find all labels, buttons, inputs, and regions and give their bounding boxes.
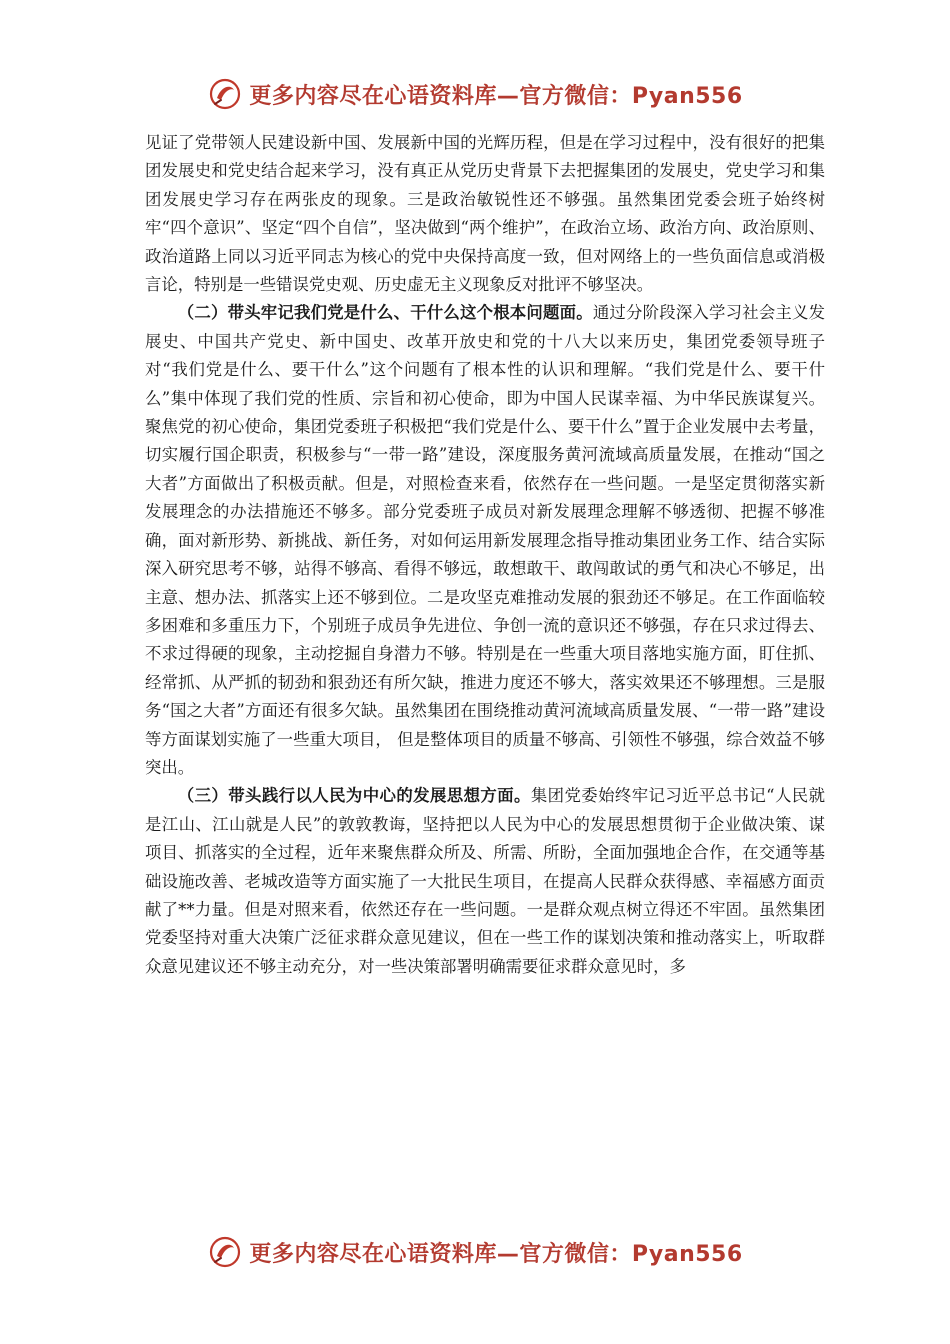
footer-banner [0,1232,950,1272]
paragraph-3 [145,782,825,981]
paragraph-3-heading: （三）带头践行以人民为中心的发展思想方面。 [177,786,531,806]
header-banner-text: 更多内容尽在心语资料库—官方微信：Pyan556 [249,83,743,109]
footer-banner-text: 更多内容尽在心语资料库—官方微信：Pyan556 [249,1241,743,1267]
paragraph-2 [145,299,825,782]
pen-swirl-logo-icon [207,1234,243,1270]
paragraph-2-heading: （二）带头牢记我们党是什么、干什么这个根本问题面。 [177,303,593,323]
paragraph-1: 见证了党带领人民建设新中国、发展新中国的光辉历程，但是在学习过程中，没有很好的把集团发展史和党史结合起来学习，没有真正从党历史背景下去把握集团的发展史，党史学习和集团发展史学习存在两张皮的现象。三是政治敏锐性还不够强。虽然集团党委会班子始终树牢“四个意识”、坚定“四个自信”，坚决做到“两个维护”，在政治立场、政治方向、政治原则、政治道路上同以习近平同志为核心的党中央保持高度一致，但对网络上的一些负面信息或消极言论，特别是一些错误党史观、历史虚无主义现象反对批评不够坚决。 [145,133,825,295]
pen-swirl-logo-icon [207,76,243,112]
document-body [145,129,825,981]
paragraph-2-text: 通过分阶段深入学习社会主义发展史、中国共产党史、新中国史、改革开放史和党的十八大以来历史，集团党委领导班子对“我们党是什么、要干什么”这个问题有了根本性的认识和理解。“我们党是什么、要干什么”集中体现了我们党的性质、宗旨和初心使命，即为中国人民谋幸福、为中华民族谋复兴。聚焦党的初心使命，集团党委班子积极把“我们党是什么、要干什么”置于企业发展中去考量，切实履行国企职责，积极参与“一带一路”建设，深度服务黄河流域高质量发展，在推动“国之大者”方面做出了积极贡献。但是，对照检查来看，依然存在一些问题。一是坚定贯彻落实新发展理念的办法措施还不够多。部分党委班子成员对新发展理念理解不够透彻、把握不够准确，面对新形势、新挑战、新任务，对如何运用新发展理念指导推动集团业务工作、结合实际深入研究思考不够，站得不够高、看得不够远，敢想敢干、敢闯敢试的勇气和决心不够足，出主意、想办法、抓落实上还不够到位。二是攻坚克难推动发展的狠劲还不够足。在工作面临较多困难和多重压力下，个别班子成员争先进位、争创一流的意识还不够强，存在只求过得去、不求过得硬的现象，主动挖掘自身潜力不够。特别是在一些重大项目落地实施方面，盯住抓、经常抓、从严抓的韧劲和狠劲还有所欠缺，推进力度还不够大，落实效果还不够理想。三是服务“国之大者”方面还有很多欠缺。虽然集团在围绕推动黄河流域高质量发展、“一带一路”建设等方面谋划实施了一些重大项目， 但是整体项目的质量不够高、引领性不够强，综合效益不够突出。 [145,303,826,777]
header-banner [0,74,950,114]
paragraph-3-text: 集团党委始终牢记习近平总书记“人民就是江山、江山就是人民”的敦敦教诲，坚持把以人民为中心的发展思想贯彻于企业做决策、谋项目、抓落实的全过程，近年来聚焦群众所及、所需、所盼，全面加强地企合作，在交通等基础设施改善、老城改造等方面实施了一大批民生项目，在提高人民群众获得感、幸福感方面贡献了**力量。但是对照来看，依然还存在一些问题。一是群众观点树立得还不牢固。虽然集团党委坚持对重大决策广泛征求群众意见建议，但在一些工作的谋划决策和推动落实上，听取群众意见建议还不够主动充分，对一些决策部署明确需要征求群众意见时，多 [145,786,825,976]
